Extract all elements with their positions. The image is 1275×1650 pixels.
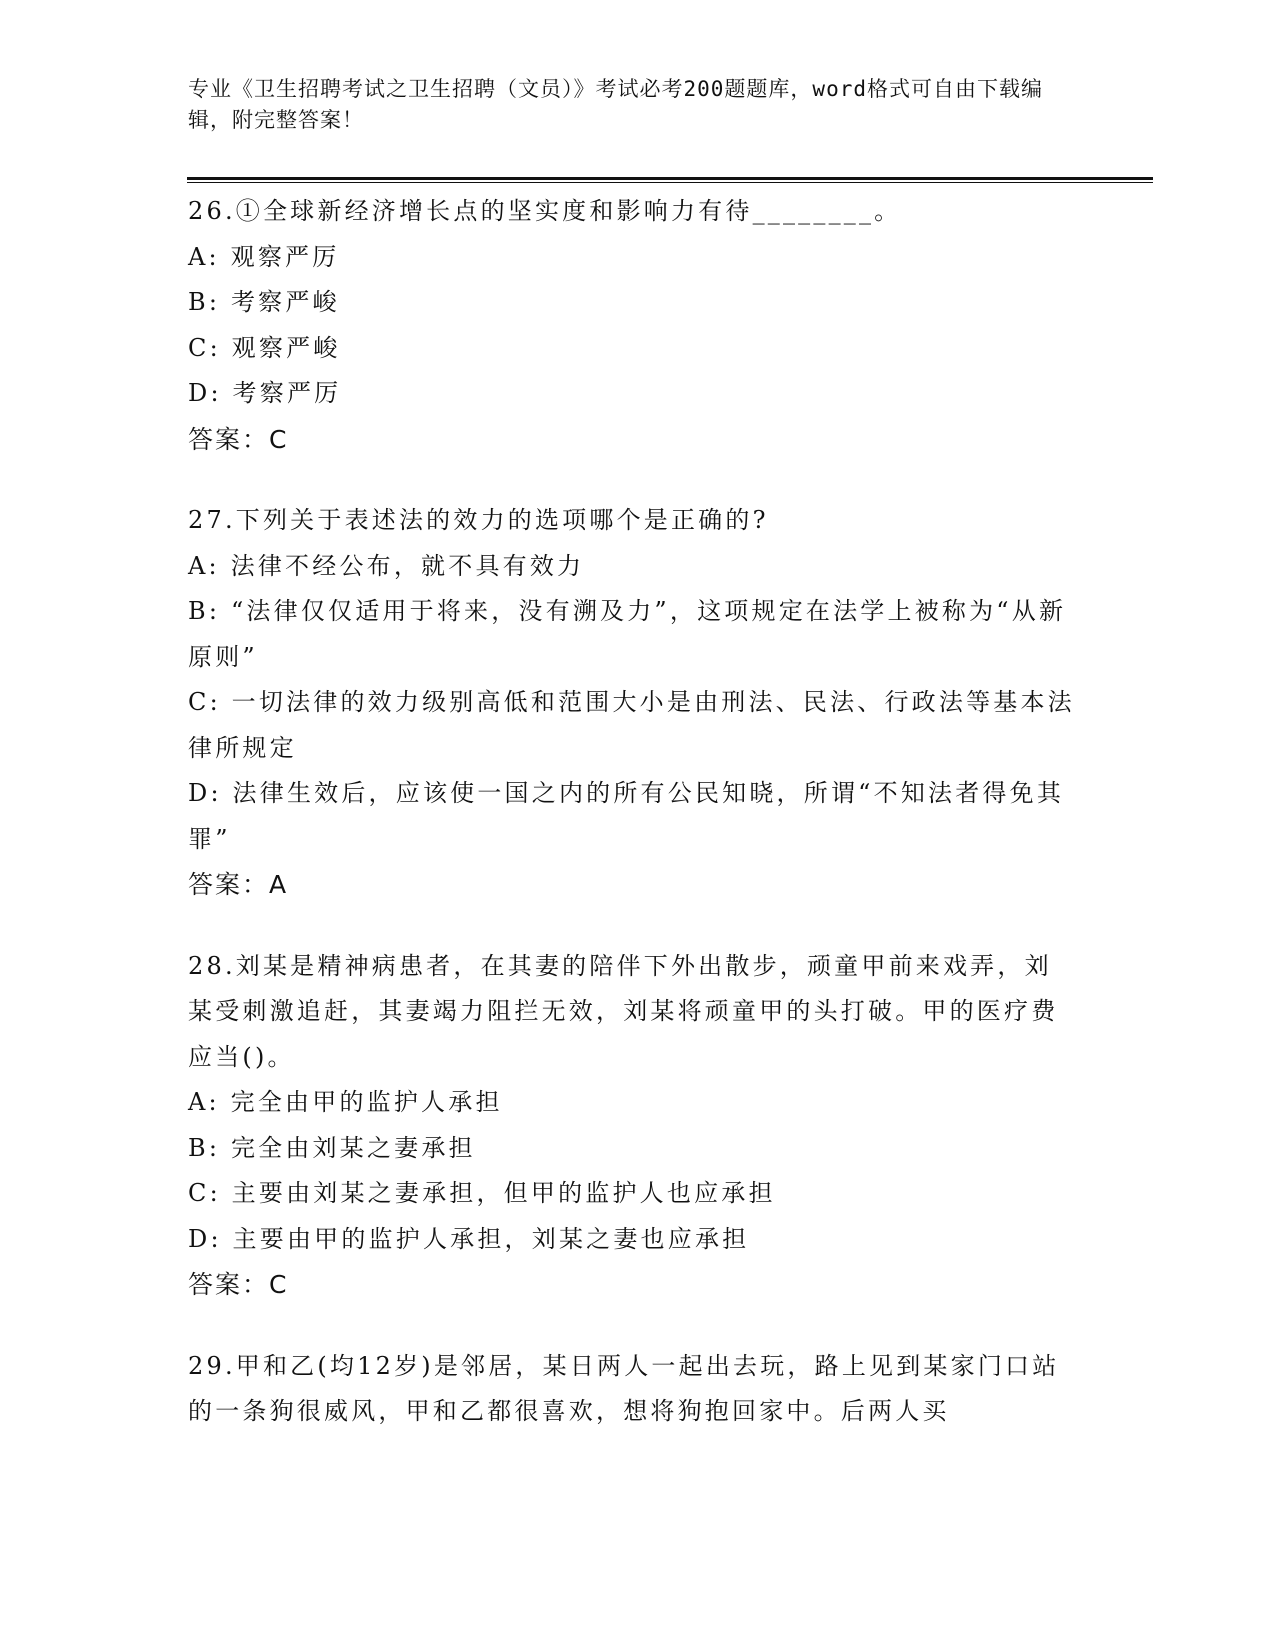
option-d: D: 法律生效后，应该使一国之内的所有公民知晓，所谓“不知法者得免其罪” [188, 779, 1065, 853]
document-header: 专业《卫生招聘考试之卫生招聘（文员）》考试必考200题题库，word格式可自由下载编辑，附完整答案！ [188, 77, 1043, 132]
header-rule-thick [187, 177, 1153, 180]
answer-label: 答案：A [188, 870, 289, 899]
option-c: C: 主要由刘某之妻承担，但甲的监护人也应承担 [188, 1179, 776, 1207]
option-c: C: 一切法律的效力级别高低和范围大小是由刑法、民法、行政法等基本法律所规定 [188, 688, 1075, 762]
option-d: D: 考察严厉 [188, 379, 342, 407]
option-c: C: 观察严峻 [188, 333, 341, 362]
question-stem: 27.下列关于表述法的效力的选项哪个是正确的? [188, 506, 769, 534]
question-27 [188, 498, 1078, 908]
question-28 [188, 944, 1078, 1308]
header-rule-thin [187, 182, 1153, 183]
option-a: A: 法律不经公布，就不具有效力 [188, 551, 585, 580]
option-d: D: 主要由甲的监护人承担，刘某之妻也应承担 [188, 1224, 750, 1253]
question-list [188, 189, 1078, 1471]
option-a: A: 完全由甲的监护人承担 [188, 1088, 503, 1116]
answer-label: 答案：C [188, 1270, 289, 1299]
question-stem: 28.刘某是精神病患者，在其妻的陪伴下外出散步，顽童甲前来戏弄，刘某受刺激追赶，其妻竭力阻拦无效，刘某将顽童甲的头打破。甲的医疗费应当()。 [188, 951, 1059, 1071]
option-a: A: 观察严厉 [188, 242, 340, 271]
question-stem: 29.甲和乙(均12岁)是邻居，某日两人一起出去玩，路上见到某家门口站的一条狗很威风，甲和乙都很喜欢，想将狗抱回家中。后两人买 [188, 1351, 1060, 1425]
answer-label: 答案：C [188, 424, 289, 454]
option-b: B: 完全由刘某之妻承担 [188, 1133, 476, 1162]
option-b: B: “法律仅仅适用于将来，没有溯及力”，这项规定在法学上被称为“从新原则” [188, 597, 1067, 671]
question-29 [188, 1344, 1078, 1435]
option-b: B: 考察严峻 [188, 288, 340, 316]
question-stem: 26.①全球新经济增长点的坚实度和影响力有待________。 [188, 197, 902, 225]
question-26 [188, 189, 1078, 462]
